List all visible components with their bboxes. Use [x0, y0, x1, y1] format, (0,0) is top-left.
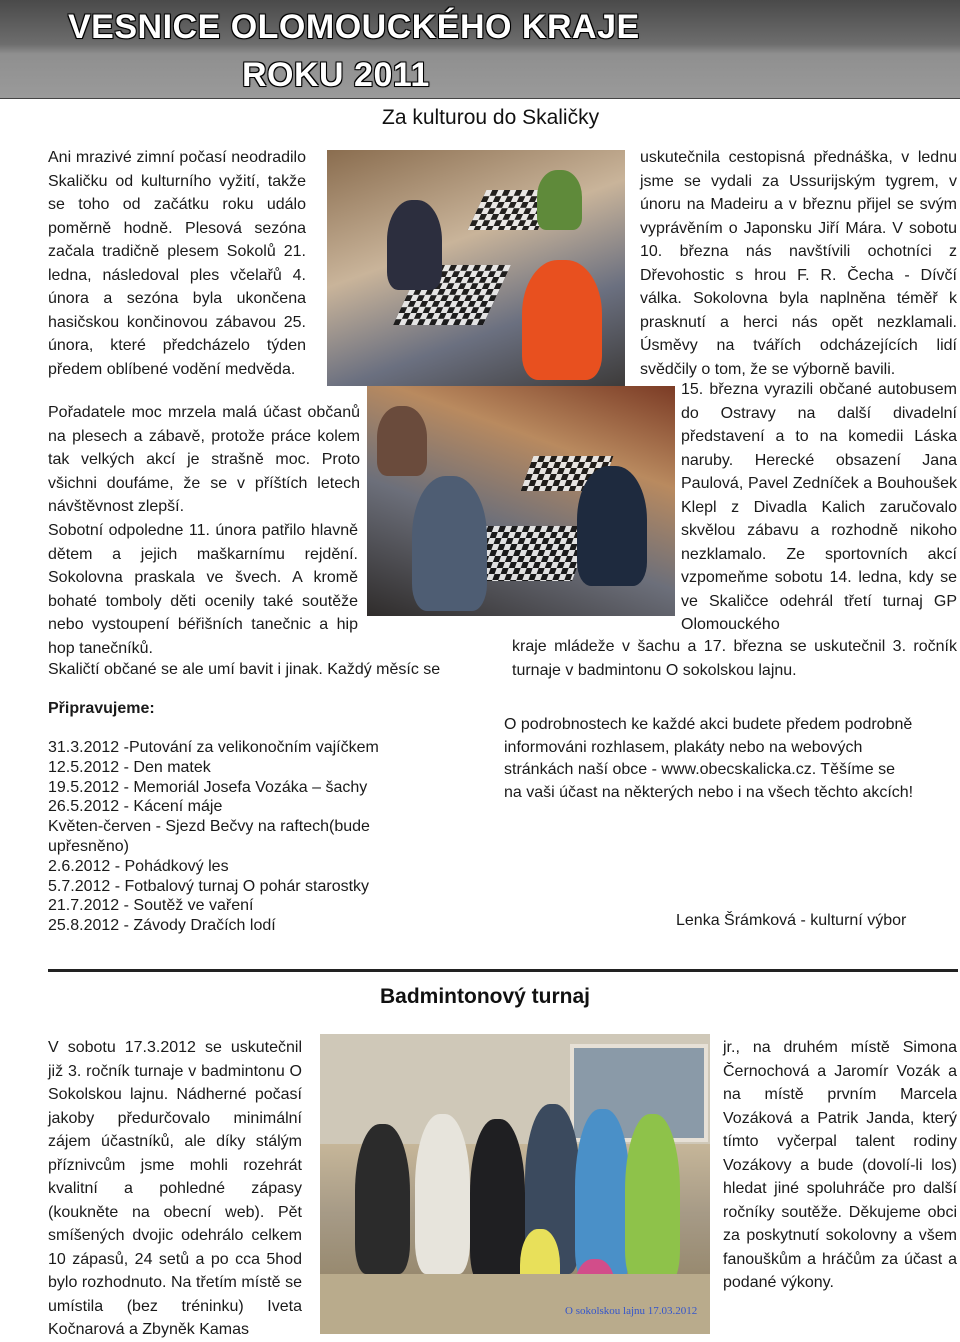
chess-photo-2 — [367, 386, 675, 616]
upcoming-events-list — [48, 738, 408, 936]
list-item: Květen-červen - Sjezd Bečvy na raftech(bude upřesněno) — [48, 818, 370, 855]
article1-right-middle: 15. března vyrazili občané autobusem do Ostravy na další divadelní představení a to na komedii Láska naruby. Herecké obsazení Jana Paulová, Pavel Zedníček a Bouhoušek Klepl z Divadla Kalich zaručovalo skvělou zábavu a rozhodně nikoho nezklamalo. Ze sportovních akcí vzpomeňme sobotu 14. ledna, kdy se ve Skaličce odehrál třetí turnaj GP Olomouckého — [681, 381, 957, 633]
chess-photo-1 — [327, 150, 625, 386]
badminton-group-photo — [320, 1034, 710, 1334]
banner-title-line2: ROKU 2011 — [242, 56, 430, 94]
article2-left: V sobotu 17.3.2012 se uskutečnil již 3. ročník turnaje v badmintonu O Sokolskou lajnu. Nádherné počasí jakoby předurčovalo minimální zájem účastníků, ale díky stálým příznivcům jsme mohli rozehrát kvalitní a pohledné zápasy (koukněte na obecní web). Pět smíšených dvojic odehrálo celkem 10 zápasů, 24 setů a po cca 5hod bylo rozhodnuto. Na třetím místě se umístila (bez tréninku) Iveta Kočnarová a Zbyněk Kamas — [48, 1039, 302, 1338]
list-item: 21.7.2012 - Soutěž ve vaření — [48, 897, 254, 915]
list-item: 12.5.2012 - Den matek — [48, 758, 211, 776]
list-item: 2.6.2012 - Pohádkový les — [48, 857, 229, 875]
list-item: 31.3.2012 -Putování za velikonočním vajíčkem — [48, 739, 379, 756]
article-title-badminton: Badmintonový turnaj — [380, 985, 591, 1008]
article1-paragraph-2: Pořadatele moc mrzela malá účast občanů na plesech a zábavě, protože práce kolem tak velkých akcí je strašně moc. Proto všichni doufáme, že se v příštích letech návštěvnost zlepší. — [48, 404, 360, 515]
article1-right-bottom: kraje mládeže v šachu a 17. března se uskutečnil 3. ročník turnaje v badmintonu O sokolskou lajnu. — [512, 638, 957, 679]
article1-paragraph-3: Sobotní odpoledne 11. února patřilo hlavně dětem a jejich maškarnímu rejdění. Sokolovna praskala ve švech. A kromě bohaté tomboly děti ocenily také soutěže nebo vystoupení béřišních tanečnic a hip hop tanečníků. — [48, 522, 358, 657]
info-paragraph: O podrobnostech ke každé akci budete předem podrobně informováni rozhlasem, plakáty nebo na webových stránkách naší obce - www.obecskalicka.cz. Těšíme se na vaši účast na některých nebo i na všech těchto akcích! — [504, 716, 914, 801]
list-item: 5.7.2012 - Fotbalový turnaj O pohár starostky — [48, 877, 370, 895]
banner-title-line1: VESNICE OLOMOUCKÉHO KRAJE — [68, 8, 640, 46]
signature: Lenka Šrámková - kulturní výbor — [676, 912, 907, 929]
upcoming-heading: Připravujeme: — [48, 700, 155, 717]
article1-paragraph-1: Ani mrazivé zimní počasí neodradilo Skaličku od kulturního vyžití, takže se toho od začátku roku událo poměrně hodně. Plesová sezóna začala tradičně plesem Sokolů 21. ledna, následoval ples včelařů 4. února a sezóna byla ukončena hasičskou končinovou zábavou 25. února, které předcházelo týden předem oblíbené vodění medvěda. — [48, 149, 306, 378]
section-divider — [48, 969, 958, 972]
list-item: 26.5.2012 - Kácení máje — [48, 798, 223, 816]
article1-right-top: uskutečnila cestopisná přednáška, v lednu jsme se vydali za Ussurijským tygrem, v únoru na Madeiru a v březnu přijel se svým vyprávěním o Japonsku Jiří Mára. V sobotu 10. března nás navštívili ochotníci z Dřevohostic s hrou F. R. Čecha - Dívčí válka. Sokolovna byla naplněna téměř k prasknutí a herci nás opět nezklamali. Úsměvy na tvářích odcházejících lidí svědčily o tom, že se výborně bavili. — [640, 149, 957, 378]
header-banner — [0, 0, 960, 99]
list-item: 25.8.2012 - Závody Dračích lodí — [48, 917, 276, 935]
article2-right: jr., na druhém místě Simona Černochová a Jaromír Vozák a na místě prvním Marcela Vozáková a Patrik Janda, který tímto vyčerpal talent rodiny Vozákovy a bude (dovolí-li los) hledat jiné spoluhráče pro další ročníky soutěže. Děkujeme obci za poskytnutí sokolovny a všem fanouškům a hráčům za účast a podané výkony. — [723, 1039, 957, 1291]
article1-paragraph-4: Skaličtí občané se ale umí bavit i jinak. Každý měsíc se — [48, 661, 441, 678]
article-title-culture: Za kulturou do Skaličky — [382, 106, 600, 129]
list-item: 19.5.2012 - Memoriál Josefa Vozáka – šachy — [48, 778, 368, 796]
photo-caption: O sokolskou lajnu 17.03.2012 — [565, 1305, 698, 1317]
